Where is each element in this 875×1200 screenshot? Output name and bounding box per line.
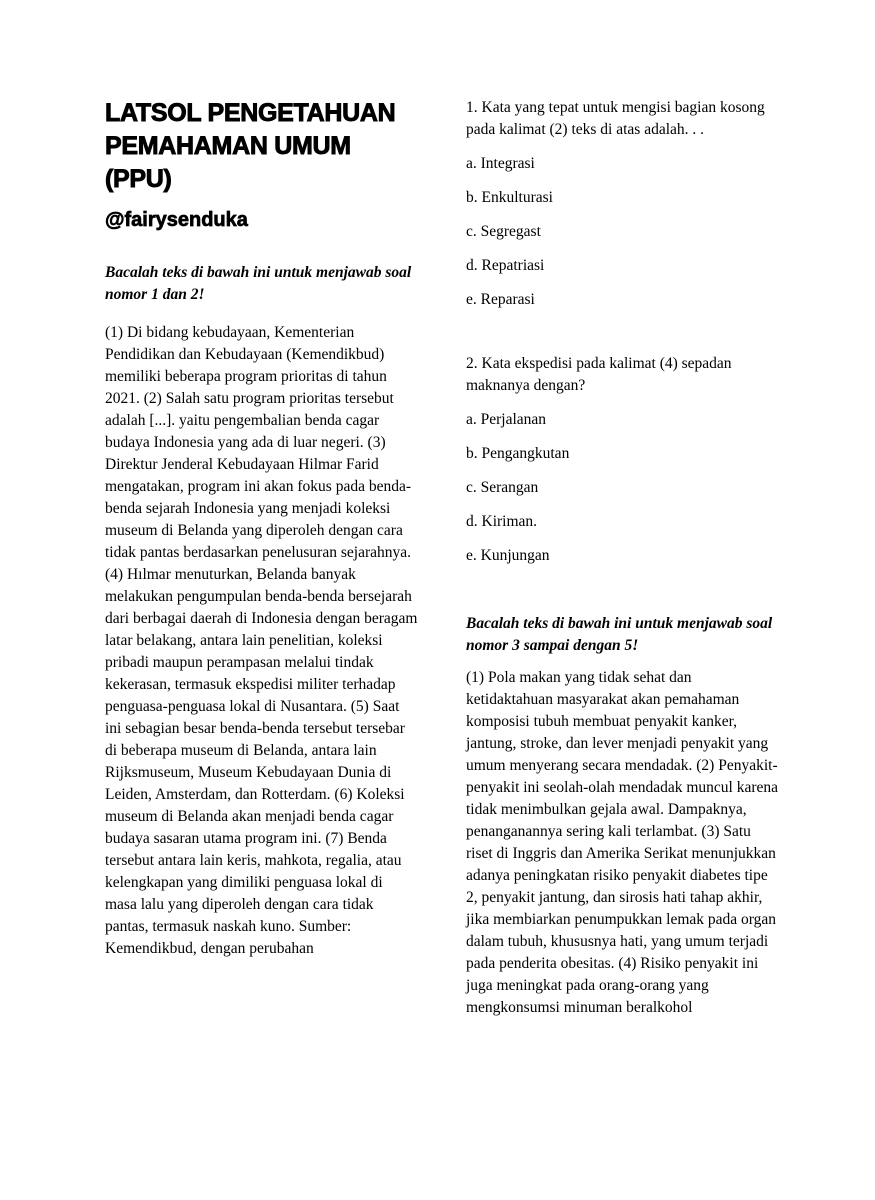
- question-2-option-d: d. Kiriman.: [466, 513, 538, 530]
- question-1-option-d: d. Repatriasi: [466, 257, 545, 274]
- question-2-option-e: e. Kunjungan: [466, 547, 550, 564]
- question-1-option-c: c. Segregast: [466, 223, 541, 240]
- question-2-prompt: 2. Kata ekspedisi pada kalimat (4) sepadan maknanya dengan?: [466, 355, 732, 394]
- page-title: LATSOL PENGETAHUAN PEMAHAMAN UMUM (PPU): [105, 99, 396, 193]
- instruction-passage-2: Bacalah teks di bawah ini untuk menjawab soal nomor 3 sampai dengan 5!: [466, 615, 773, 654]
- question-2-option-b: b. Pengangkutan: [466, 445, 570, 462]
- reading-passage-1: (1) Di bidang kebudayaan, Kementerian Pendidikan dan Kebudayaan (Kemendikbud) memiliki beberapa program prioritas di tahun 2021. (2) Salah satu program prioritas tersebut adalah [...]. yaitu pengembalian benda cagar budaya Indonesia yang ada di luar negeri. (3) Direktur Jenderal Kebudayaan Hilmar Farid mengatakan, program ini akan fokus pada benda-benda sejarah Indonesia yang menjadi koleksi museum di Belanda yang diperoleh dengan cara tidak pantas berdasarkan penelusuran sejarahnya. (4) Hılmar menuturkan, Belanda banyak melakukan pengumpulan benda-benda bersejarah dari berbagai daerah di Indonesia dengan beragam latar belakang, antara lain penelitian, koleksi pribadi maupun perampasan melalui tindak kekerasan, termasuk ekspedisi militer terhadap penguasa-penguasa lokal di Nusantara. (5) Saat ini sebagian besar benda-benda tersebut tersebar di beberapa museum di Belanda, antara lain Rijksmuseum, Museum Kebudayaan Dunia di Leiden, Amsterdam, dan Rotterdam. (6) Koleksi museum di Belanda akan menjadi benda cagar budaya sasaran utama program ini. (7) Benda tersebut antara lain keris, mahkota, regalia, atau kelengkapan yang dimiliki penguasa lokal di masa lalu yang diperoleh dengan cara tidak pantas, termasuk naskah kuno. Sumber: Kemendikbud, dengan perubahan: [105, 324, 418, 957]
- reading-passage-2: (1) Pola makan yang tidak sehat dan ketidaktahuan masyarakat akan pemahaman komposisi tubuh membuat penyakit kanker, jantung, stroke, dan lever menjadi penyakit yang umum menyerang secara mendadak. (2) Penyakit-penyakit ini seolah-olah mendadak muncul karena tidak menimbulkan gejala awal. Dampaknya, penanganannya sering kali terlambat. (3) Satu riset di Inggris dan Amerika Serikat menunjukkan adanya peningkatan risiko penyakit diabetes tipe 2, penyakit jantung, dan sirosis hati tahap akhir, jika membiarkan penumpukkan lemak pada organ dalam tubuh, khususnya hati, yang umum terjadi pada penderita obesitas. (4) Risiko penyakit ini juga meningkat pada orang-orang yang mengkonsumsi minuman beralkohol: [466, 669, 779, 1016]
- question-2-option-c: c. Serangan: [466, 479, 539, 496]
- question-2-option-a: a. Perjalanan: [466, 411, 547, 428]
- question-1-option-b: b. Enkulturasi: [466, 189, 553, 206]
- right-column: [466, 97, 779, 1200]
- instruction-passage-1: Bacalah teks di bawah ini untuk menjawab soal nomor 1 dan 2!: [105, 264, 412, 303]
- author-handle: @fairysenduka: [105, 209, 248, 231]
- question-1-option-e: e. Reparasi: [466, 291, 535, 308]
- question-1-option-a: a. Integrasi: [466, 155, 535, 172]
- left-column: [105, 97, 418, 1200]
- question-1-prompt: 1. Kata yang tepat untuk mengisi bagian kosong pada kalimat (2) teks di atas adalah. . .: [466, 99, 765, 138]
